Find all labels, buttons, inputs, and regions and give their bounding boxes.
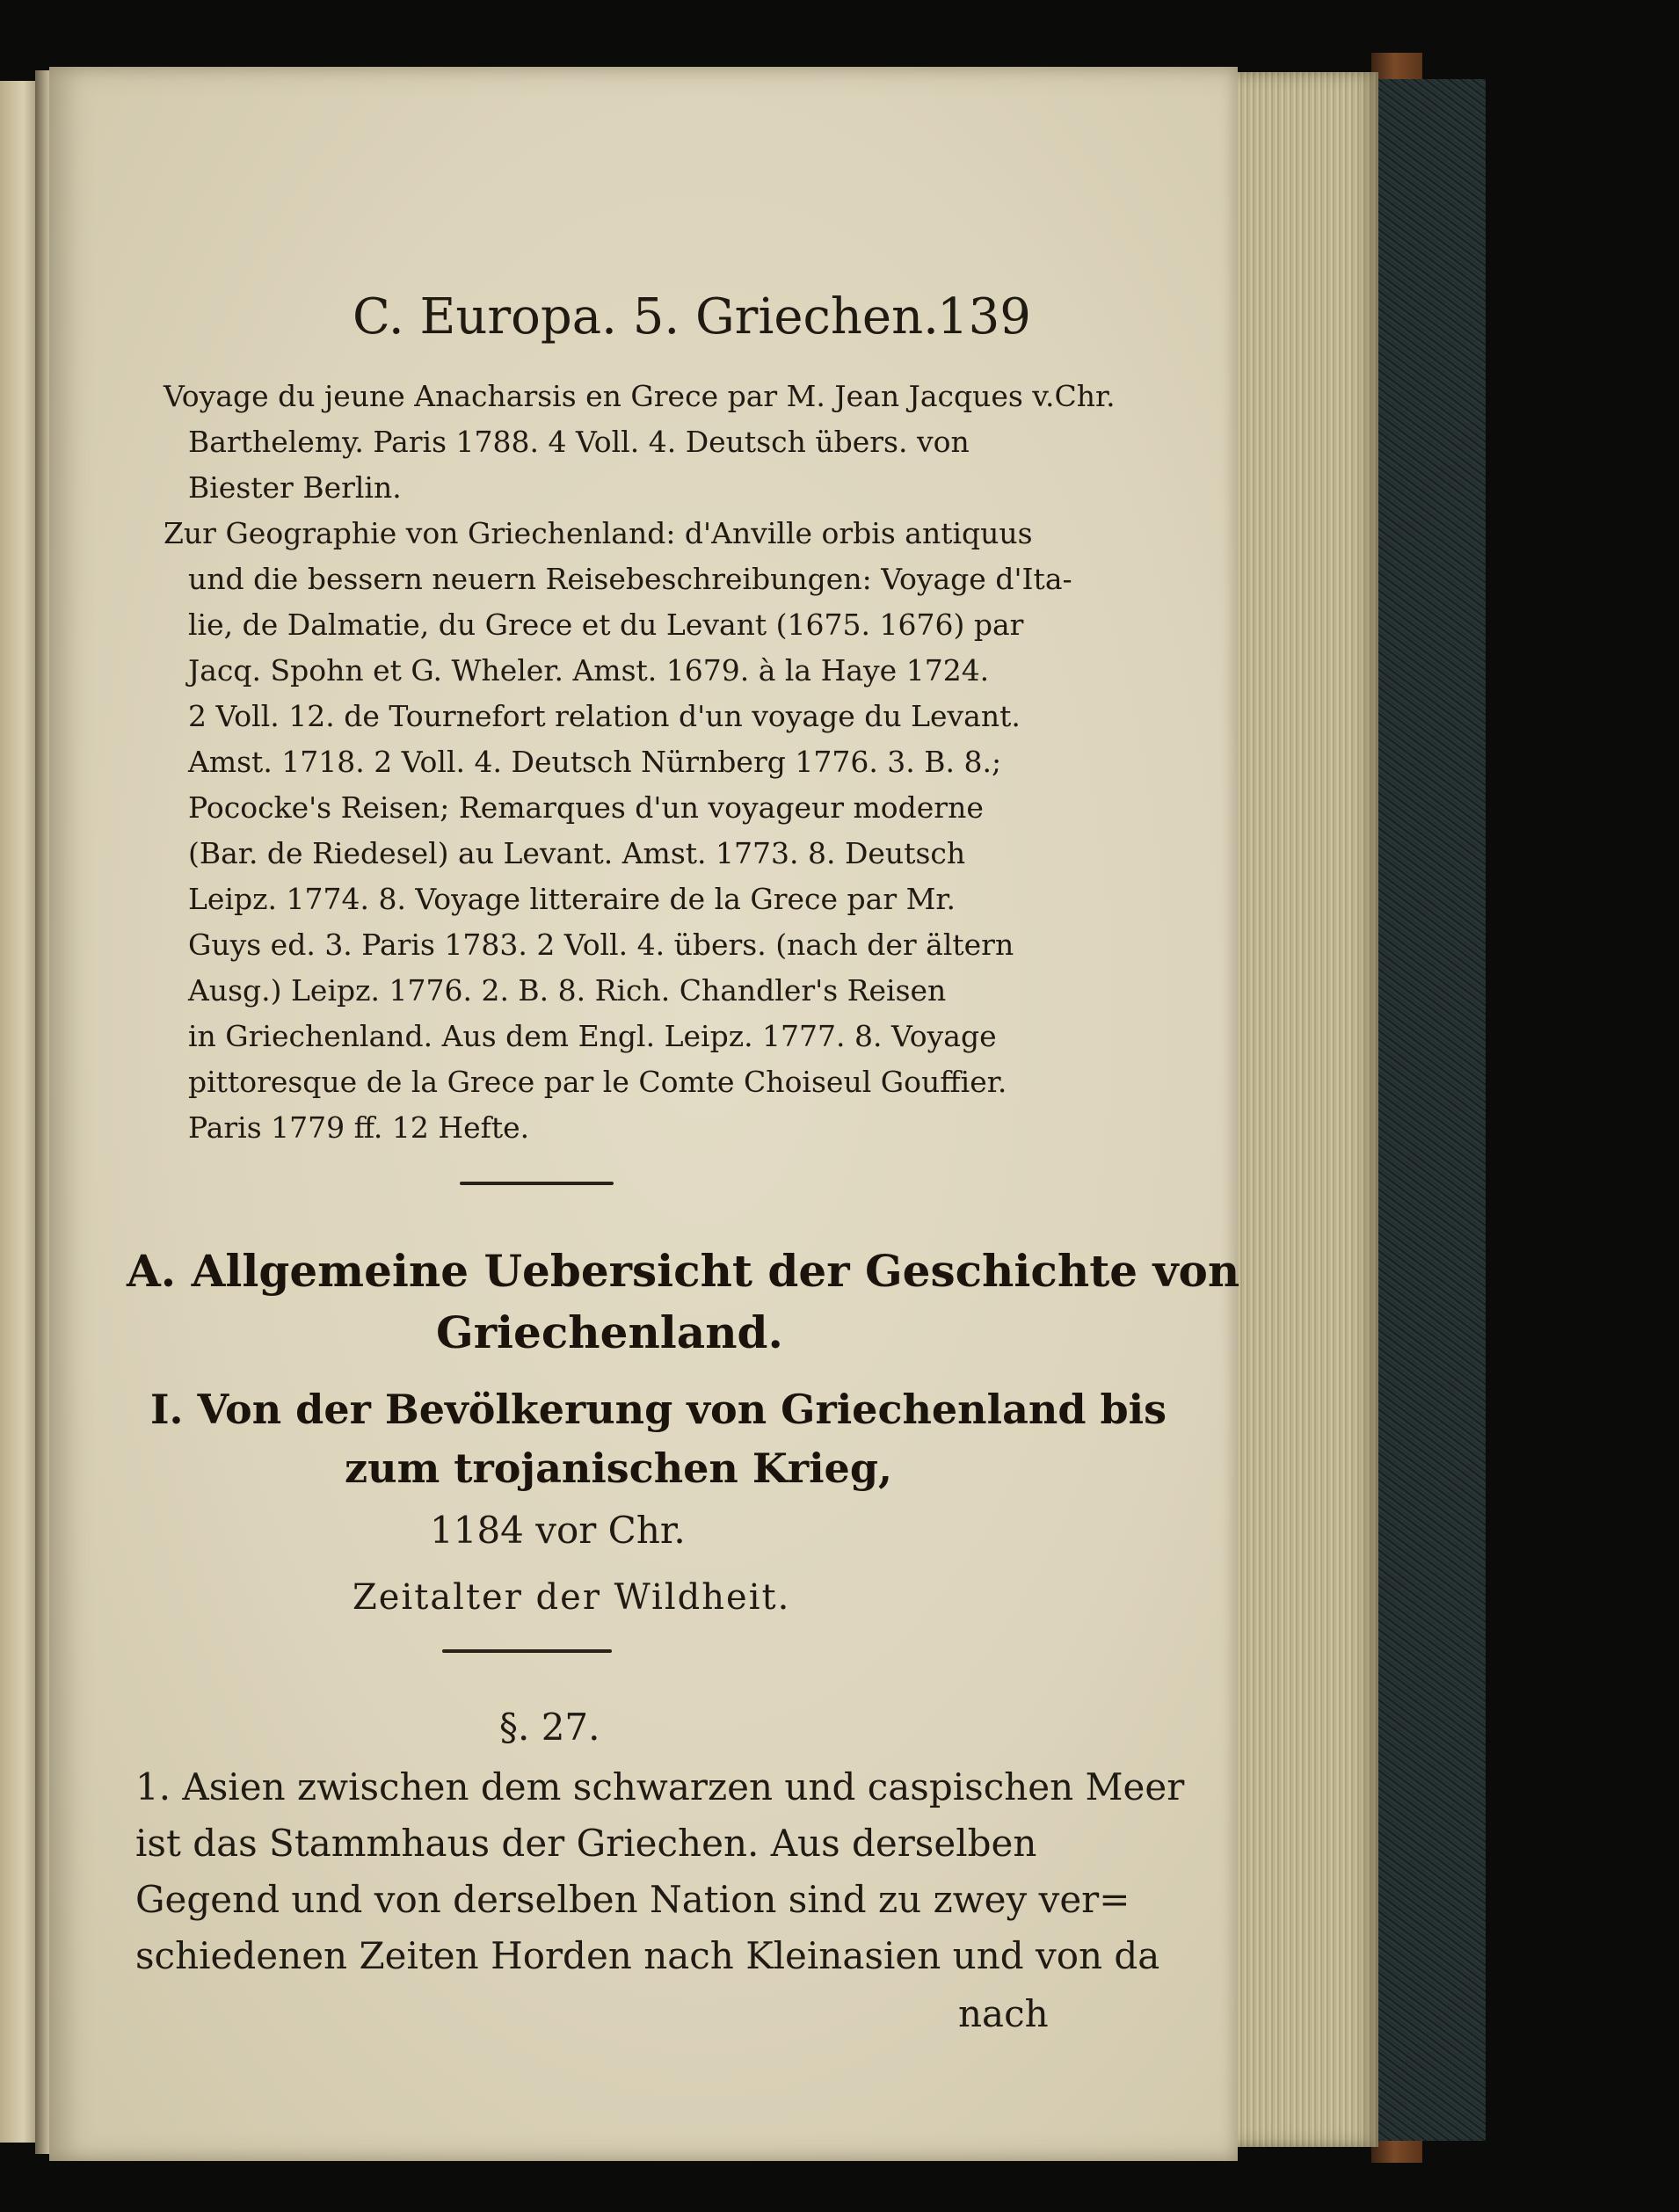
bibliography-line: Guys ed. 3. Paris 1783. 2 Voll. 4. übers. (nach der ältern	[188, 928, 1014, 962]
bibliography-line: Ausg.) Leipz. 1776. 2. B. 8. Rich. Chandler's Reisen	[188, 973, 947, 1008]
bibliography-line: Voyage du jeune Anacharsis en Grece par M. Jean Jacques v.Chr.	[164, 379, 1116, 413]
catchword: nach	[958, 1992, 1049, 2035]
section-title-continued: Griechenland.	[436, 1306, 783, 1358]
page-number: 139	[937, 288, 1031, 346]
bibliography-line: Biester Berlin.	[188, 470, 402, 505]
chapter-date: 1184 vor Chr.	[430, 1509, 686, 1552]
bibliography-line: Pococke's Reisen; Remarques d'un voyageur moderne	[188, 790, 984, 825]
bibliography-line: in Griechenland. Aus dem Engl. Leipz. 1777. 8. Voyage	[188, 1019, 997, 1053]
body-line: 1. Asien zwischen dem schwarzen und caspischen Meer	[135, 1765, 1185, 1808]
chapter-title: I. Von der Bevölkerung von Griechenland bis	[150, 1386, 1167, 1433]
bibliography-line: lie, de Dalmatie, du Grece et du Levant (1675. 1676) par	[188, 608, 1024, 642]
running-head: C. Europa. 5. Griechen.	[353, 288, 939, 346]
bibliography-line: Zur Geographie von Griechenland: d'Anville orbis antiquus	[164, 516, 1033, 550]
body-line: schiedenen Zeiten Horden nach Kleinasien und von da	[135, 1934, 1160, 1977]
bibliography-line: Barthelemy. Paris 1788. 4 Voll. 4. Deutsch übers. von	[188, 425, 970, 459]
body-line: ist das Stammhaus der Griechen. Aus derselben	[135, 1822, 1037, 1865]
bibliography-line: (Bar. de Riedesel) au Levant. Amst. 1773. 8. Deutsch	[188, 836, 966, 870]
separator-rule	[442, 1649, 612, 1653]
book-page	[49, 67, 1238, 2161]
bibliography-line: pittoresque de la Grece par le Comte Choiseul Gouffier.	[188, 1065, 1007, 1099]
bibliography-line: Jacq. Spohn et G. Wheler. Amst. 1679. à la Haye 1724.	[188, 653, 990, 688]
bibliography-line: 2 Voll. 12. de Tournefort relation d'un voyage du Levant.	[188, 699, 1021, 733]
paragraph-mark: §. 27.	[499, 1706, 600, 1749]
chapter-subtitle: Zeitalter der Wildheit.	[353, 1577, 791, 1618]
bibliography-line: Paris 1779 ff. 12 Hefte.	[188, 1110, 530, 1145]
chapter-title-continued: zum trojanischen Krieg,	[345, 1444, 892, 1492]
marbled-cover-board	[1371, 79, 1486, 2141]
bibliography-line: Amst. 1718. 2 Voll. 4. Deutsch Nürnberg 1776. 3. B. 8.;	[188, 745, 1002, 779]
bibliography-line: Leipz. 1774. 8. Voyage litteraire de la Grece par Mr.	[188, 882, 956, 916]
bibliography-line: und die bessern neuern Reisebeschreibungen: Voyage d'Ita-	[188, 562, 1072, 596]
body-line: Gegend und von derselben Nation sind zu zwey ver=	[135, 1878, 1130, 1921]
page-edges	[1231, 72, 1378, 2147]
section-title: A. Allgemeine Uebersicht der Geschichte von	[127, 1245, 1240, 1297]
separator-rule	[460, 1182, 614, 1185]
